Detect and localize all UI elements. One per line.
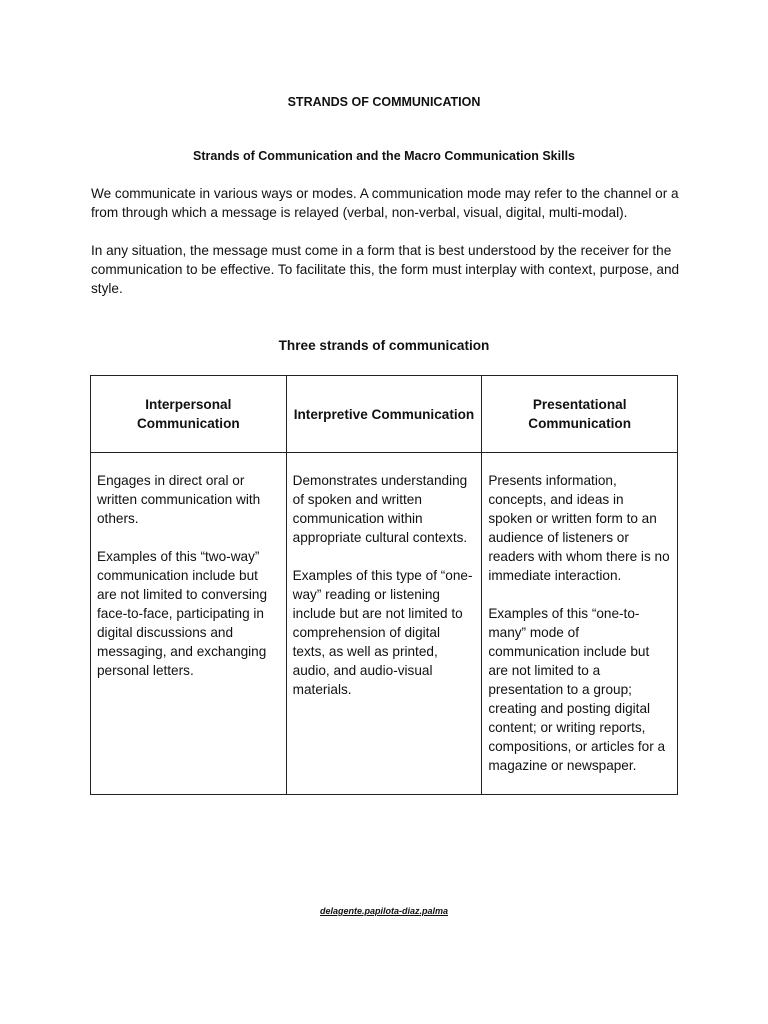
table-caption: Three strands of communication: [278, 338, 490, 353]
intro-paragraph-1: We communicate in various ways or modes. A communication mode may refer to the channel or a from through which a message is relayed (verbal, non-verbal, visual, digital, multi-modal).: [91, 186, 679, 220]
intro-paragraph-2: In any situation, the message must come in a form that is best understood by the receiver for the communication to be effective. To facilitate this, the form must interplay with context, purpose, and style.: [91, 243, 680, 296]
header-interpretive: Interpretive Communication: [286, 376, 482, 453]
cell-examples: Examples of this type of “one-way” reading or listening include but are not limited to comprehension of digital texts, as well as printed, audio, and audio-visual materials.: [292, 568, 473, 697]
table-header-row: [91, 376, 678, 453]
cell-interpretive: [286, 453, 482, 795]
document-subtitle: Strands of Communication and the Macro Communication Skills: [193, 149, 575, 163]
header-interpersonal: Interpersonal Communication: [91, 376, 287, 453]
cell-examples: Examples of this “two-way” communication include but are not limited to conversing face-to-face, participating in digital discussions and messaging, and exchanging personal letters.: [97, 549, 268, 678]
document-title: STRANDS OF COMMUNICATION: [287, 95, 481, 109]
cell-presentational: [482, 453, 678, 795]
table-row: [91, 453, 678, 795]
cell-examples: Examples of this “one-to-many” mode of communication include but are not limited to a presentation to a group; creating and posting digital content; or writing reports, compositions, or articles for a magazine or newspaper.: [488, 606, 666, 773]
header-presentational: Presentational Communication: [482, 376, 678, 453]
cell-description: Engages in direct oral or written communication with others.: [97, 473, 261, 526]
footer-credit: delagente.papilota-diaz.palma: [319, 906, 449, 916]
cell-interpersonal: [91, 453, 287, 795]
cell-description: Presents information, concepts, and ideas in spoken or written form to an audience of listeners or readers with whom there is no immediate interaction.: [488, 473, 670, 583]
strands-table: [90, 375, 678, 795]
cell-description: Demonstrates understanding of spoken and written communication within appropriate cultural contexts.: [292, 473, 468, 545]
